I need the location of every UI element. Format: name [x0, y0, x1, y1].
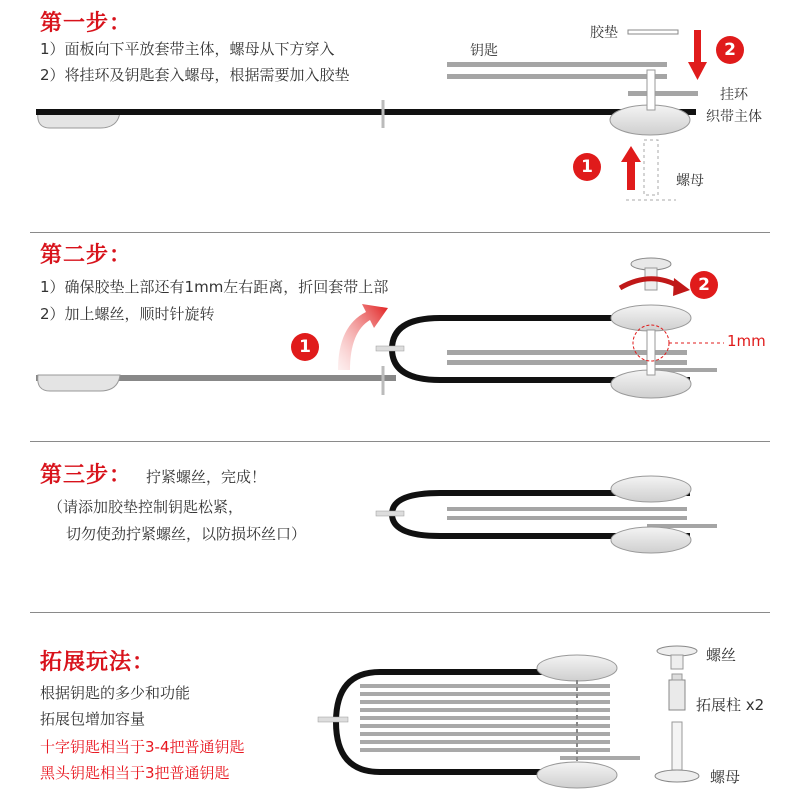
strap-body-label: 织带主体 — [706, 109, 762, 125]
key-label: 钥匙 — [470, 43, 498, 59]
nut-label: 螺母 — [676, 173, 704, 189]
gap-label: 1mm — [727, 332, 766, 350]
step2-instruction-2: 2）加上螺丝，顺时针旋转 — [40, 305, 215, 323]
nut-part-label: 螺母 — [710, 768, 741, 786]
extension-post-label: 拓展柱 x2 — [696, 696, 765, 714]
arrow-up-icon-shaft — [627, 160, 635, 190]
panel-disc-bottom — [611, 527, 691, 553]
rotate-arrow-icon-head — [673, 278, 690, 296]
arrow-up-icon — [621, 146, 641, 162]
expand-line-2: 拓展包增加容量 — [40, 710, 146, 728]
expand-red-note-1: 十字钥匙相当于3-4把普通钥匙 — [40, 738, 245, 756]
expansion-diagram — [318, 646, 699, 788]
section-divider — [30, 612, 770, 613]
nut-part-base — [655, 770, 699, 782]
step3-diagram — [376, 476, 717, 553]
expand-line-1: 根据钥匙的多少和功能 — [40, 684, 191, 702]
step3-title: 第三步： — [40, 463, 133, 488]
key-bar — [447, 507, 687, 511]
key-bar — [447, 516, 687, 520]
panel-disc-bottom — [537, 762, 617, 788]
extension-post-part — [669, 680, 685, 710]
step-badge-1: 1 — [291, 333, 319, 361]
nut-part-body — [672, 722, 682, 770]
hanging-ring-bar — [628, 91, 698, 96]
section-divider — [30, 232, 770, 233]
key-bar — [447, 62, 667, 67]
step1-instruction-2: 2）将挂环及钥匙套入螺母，根据需要加入胶垫 — [40, 66, 350, 84]
step-badge-1: 1 — [573, 153, 601, 181]
arrow-down-icon-head — [688, 62, 707, 80]
expand-title: 拓展玩法： — [40, 650, 156, 675]
panel-disc-top — [537, 655, 617, 681]
nut-dashed — [644, 140, 658, 195]
panel-disc-top — [611, 305, 691, 331]
screw-part-shank — [671, 655, 683, 669]
step2-title: 第二步： — [40, 243, 133, 268]
arrow-down-icon — [694, 30, 701, 65]
panel-disc-top — [611, 476, 691, 502]
step-badge-2: 2 — [690, 271, 718, 299]
loop-pin — [376, 511, 404, 516]
loop-pin — [318, 717, 348, 722]
screw-label: 螺丝 — [706, 646, 737, 664]
step3-note-1: （请添加胶垫控制钥匙松紧， — [48, 498, 244, 516]
step1-title: 第一步： — [40, 11, 133, 36]
step3-subtitle: 拧紧螺丝，完成！ — [146, 468, 267, 486]
strap-body-band — [36, 109, 696, 115]
gasket-label: 胶垫 — [590, 25, 618, 41]
step1-instruction-1: 1）面板向下平放套带主体，螺母从下方穿入 — [40, 40, 335, 58]
extension-post-thread — [672, 674, 682, 680]
strap-tail-end — [38, 375, 120, 391]
section-divider — [30, 441, 770, 442]
gasket-bar — [628, 30, 678, 34]
expand-red-note-2: 黑头钥匙相当于3把普通钥匙 — [40, 764, 230, 782]
nut-post — [647, 330, 655, 375]
expanded-key-stack — [360, 684, 640, 760]
fold-arrow-icon — [338, 304, 388, 370]
key-bar — [447, 74, 667, 79]
nut-post — [647, 70, 655, 110]
loop-pin — [376, 346, 404, 351]
step-badge-2: 2 — [716, 36, 744, 64]
step2-instruction-1: 1）确保胶垫上部还有1mm左右距离，折回套带上部 — [40, 278, 389, 296]
hanging-ring-label: 挂环 — [720, 87, 748, 103]
step3-note-2: 切勿使劲拧紧螺丝，以防损坏丝口） — [66, 525, 307, 543]
